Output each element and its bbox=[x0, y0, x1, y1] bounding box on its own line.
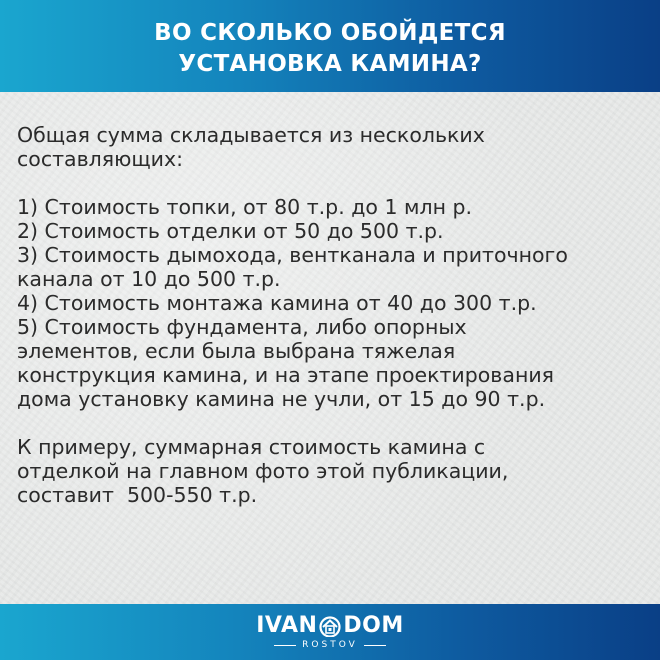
example-line: составит 500-550 т.р. bbox=[17, 483, 258, 507]
list-item: 3) Стоимость дымохода, вентканала и приточного bbox=[17, 243, 568, 267]
brand-logo bbox=[0, 613, 660, 650]
list-item: дома установку камина не учли, от 15 до 90 т.р. bbox=[17, 387, 546, 411]
intro-line-1: Общая сумма складывается из нескольких bbox=[17, 123, 485, 147]
example-line: К примеру, суммарная стоимость камина с bbox=[17, 435, 486, 459]
header-title-line2: УСТАНОВКА КАМИНА? bbox=[178, 51, 482, 77]
house-icon bbox=[318, 615, 342, 637]
list-item: 2) Стоимость отделки от 50 до 500 т.р. bbox=[17, 219, 444, 243]
list-item: конструкция камина, и на этапе проектирования bbox=[17, 363, 555, 387]
spacer bbox=[17, 411, 647, 435]
list-item: 4) Стоимость монтажа камина от 40 до 300 т.р. bbox=[17, 291, 537, 315]
header-title-line1: ВО СКОЛЬКО ОБОЙДЕТСЯ bbox=[154, 20, 506, 46]
header-banner bbox=[0, 0, 660, 92]
logo-text-left: IVAN bbox=[256, 613, 318, 638]
logo-subtitle-text: ROSTOV bbox=[302, 640, 358, 650]
logo-text-right: DOM bbox=[343, 613, 404, 638]
divider bbox=[364, 645, 386, 646]
list-item: элементов, если была выбрана тяжелая bbox=[17, 339, 456, 363]
intro-line-2: составляющих: bbox=[17, 147, 184, 171]
example-line: отделкой на главном фото этой публикации, bbox=[17, 459, 509, 483]
content-text bbox=[17, 123, 647, 507]
divider bbox=[274, 645, 296, 646]
spacer bbox=[17, 171, 647, 195]
footer-banner bbox=[0, 604, 660, 660]
logo-subtitle bbox=[0, 640, 660, 650]
list-item: канала от 10 до 500 т.р. bbox=[17, 267, 281, 291]
list-item: 5) Стоимость фундамента, либо опорных bbox=[17, 315, 467, 339]
list-item: 1) Стоимость топки, от 80 т.р. до 1 млн р. bbox=[17, 195, 473, 219]
